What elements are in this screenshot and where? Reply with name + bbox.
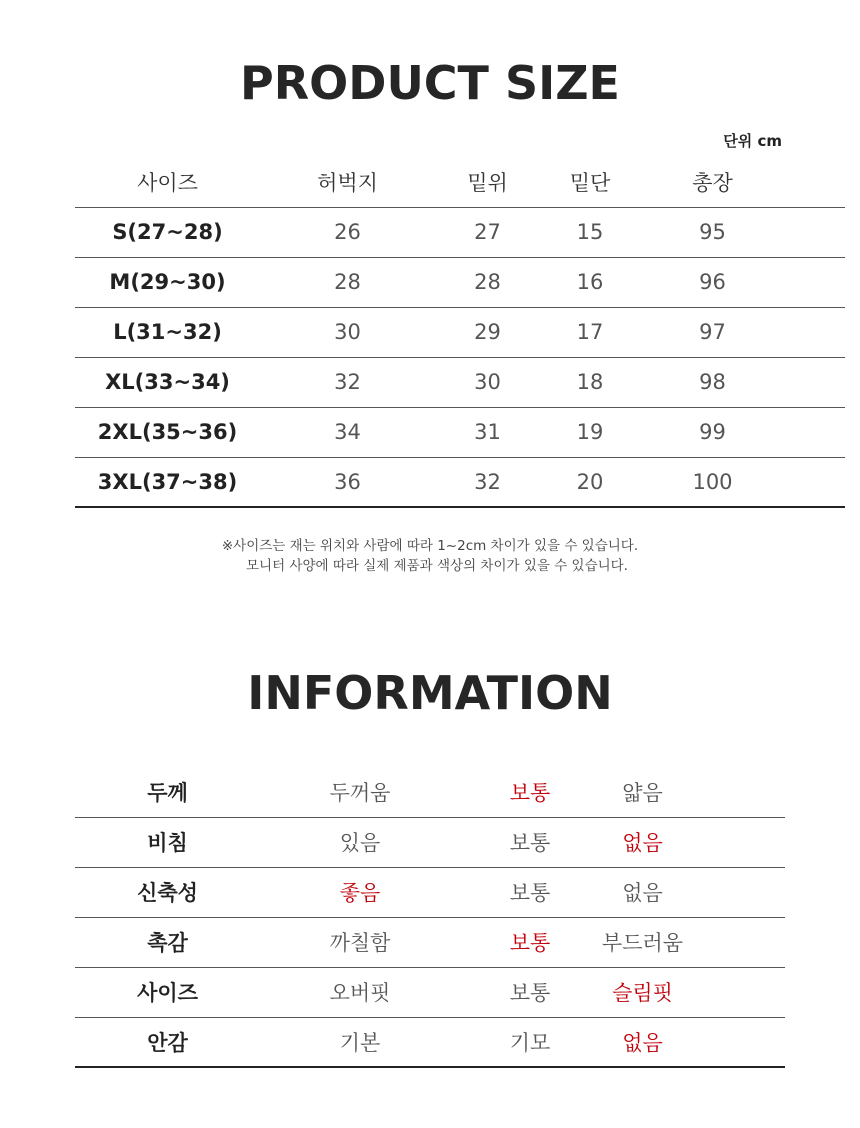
measure-cell-hem: 17	[535, 307, 645, 357]
size-label-cell: XL(33~34)	[75, 357, 260, 407]
size-label-cell: 3XL(37~38)	[75, 457, 260, 507]
measure-cell-length: 100	[625, 457, 800, 507]
info-row	[75, 867, 785, 917]
measure-cell-hem: 16	[535, 257, 645, 307]
size-table-row	[75, 207, 845, 257]
measure-cell-length: 99	[625, 407, 800, 457]
info-option-selected: 좋음	[260, 867, 460, 917]
size-table	[75, 157, 845, 508]
info-option: 있음	[260, 817, 460, 867]
size-label-cell: M(29~30)	[75, 257, 260, 307]
measure-cell-hem: 19	[535, 407, 645, 457]
info-option: 보통	[480, 967, 580, 1017]
size-label-cell: L(31~32)	[75, 307, 260, 357]
measure-cell-rise: 27	[425, 207, 550, 257]
size-table-row	[75, 457, 845, 507]
information-title: INFORMATION	[247, 666, 613, 720]
info-option: 얇음	[530, 767, 755, 817]
measure-cell-thigh: 34	[260, 407, 435, 457]
info-option-selected: 없음	[530, 1017, 755, 1067]
product-size-title: PRODUCT SIZE	[240, 56, 620, 110]
info-attribute-label: 신축성	[75, 867, 260, 917]
unit-label: 단위 cm	[723, 132, 782, 150]
size-note	[0, 536, 860, 576]
info-option: 두꺼움	[260, 767, 460, 817]
measure-cell-rise: 31	[425, 407, 550, 457]
size-table-row	[75, 407, 845, 457]
header-rise: 밑위	[425, 157, 550, 207]
info-row	[75, 1017, 785, 1067]
info-attribute-label: 안감	[75, 1017, 260, 1067]
measure-cell-thigh: 36	[260, 457, 435, 507]
size-table-header-row	[75, 157, 845, 207]
info-row	[75, 967, 785, 1017]
measure-cell-length: 96	[625, 257, 800, 307]
size-table-row	[75, 357, 845, 407]
info-attribute-label: 촉감	[75, 917, 260, 967]
info-option: 부드러움	[530, 917, 755, 967]
info-attribute-label: 두께	[75, 767, 260, 817]
info-attribute-label: 비침	[75, 817, 260, 867]
header-size: 사이즈	[75, 157, 260, 207]
size-note-line-1: ※사이즈는 재는 위치와 사람에 따라 1~2cm 차이가 있을 수 있습니다.	[221, 538, 639, 554]
measure-cell-rise: 29	[425, 307, 550, 357]
info-option: 보통	[480, 867, 580, 917]
information-table	[75, 767, 785, 1068]
size-table-row	[75, 257, 845, 307]
info-option: 없음	[530, 867, 755, 917]
info-option-selected: 없음	[530, 817, 755, 867]
info-option-selected: 보통	[480, 917, 580, 967]
info-row	[75, 817, 785, 867]
measure-cell-thigh: 26	[260, 207, 435, 257]
measure-cell-rise: 32	[425, 457, 550, 507]
info-option: 까칠함	[260, 917, 460, 967]
measure-cell-length: 97	[625, 307, 800, 357]
measure-cell-rise: 28	[425, 257, 550, 307]
info-option: 기본	[260, 1017, 460, 1067]
measure-cell-thigh: 28	[260, 257, 435, 307]
info-option-selected: 보통	[480, 767, 580, 817]
info-attribute-label: 사이즈	[75, 967, 260, 1017]
info-option: 오버핏	[260, 967, 460, 1017]
info-option: 기모	[480, 1017, 580, 1067]
info-row	[75, 917, 785, 967]
measure-cell-hem: 15	[535, 207, 645, 257]
size-table-row	[75, 307, 845, 357]
size-label-cell: 2XL(35~36)	[75, 407, 260, 457]
size-note-line-2: 모니터 사양에 따라 실제 제품과 색상의 차이가 있을 수 있습니다.	[246, 558, 628, 574]
info-row	[75, 767, 785, 817]
measure-cell-length: 98	[625, 357, 800, 407]
info-option-selected: 슬림핏	[530, 967, 755, 1017]
header-thigh: 허벅지	[260, 157, 435, 207]
measure-cell-thigh: 32	[260, 357, 435, 407]
info-option: 보통	[480, 817, 580, 867]
measure-cell-rise: 30	[425, 357, 550, 407]
header-hem: 밑단	[535, 157, 645, 207]
header-length: 총장	[625, 157, 800, 207]
measure-cell-thigh: 30	[260, 307, 435, 357]
measure-cell-length: 95	[625, 207, 800, 257]
measure-cell-hem: 20	[535, 457, 645, 507]
measure-cell-hem: 18	[535, 357, 645, 407]
size-label-cell: S(27~28)	[75, 207, 260, 257]
